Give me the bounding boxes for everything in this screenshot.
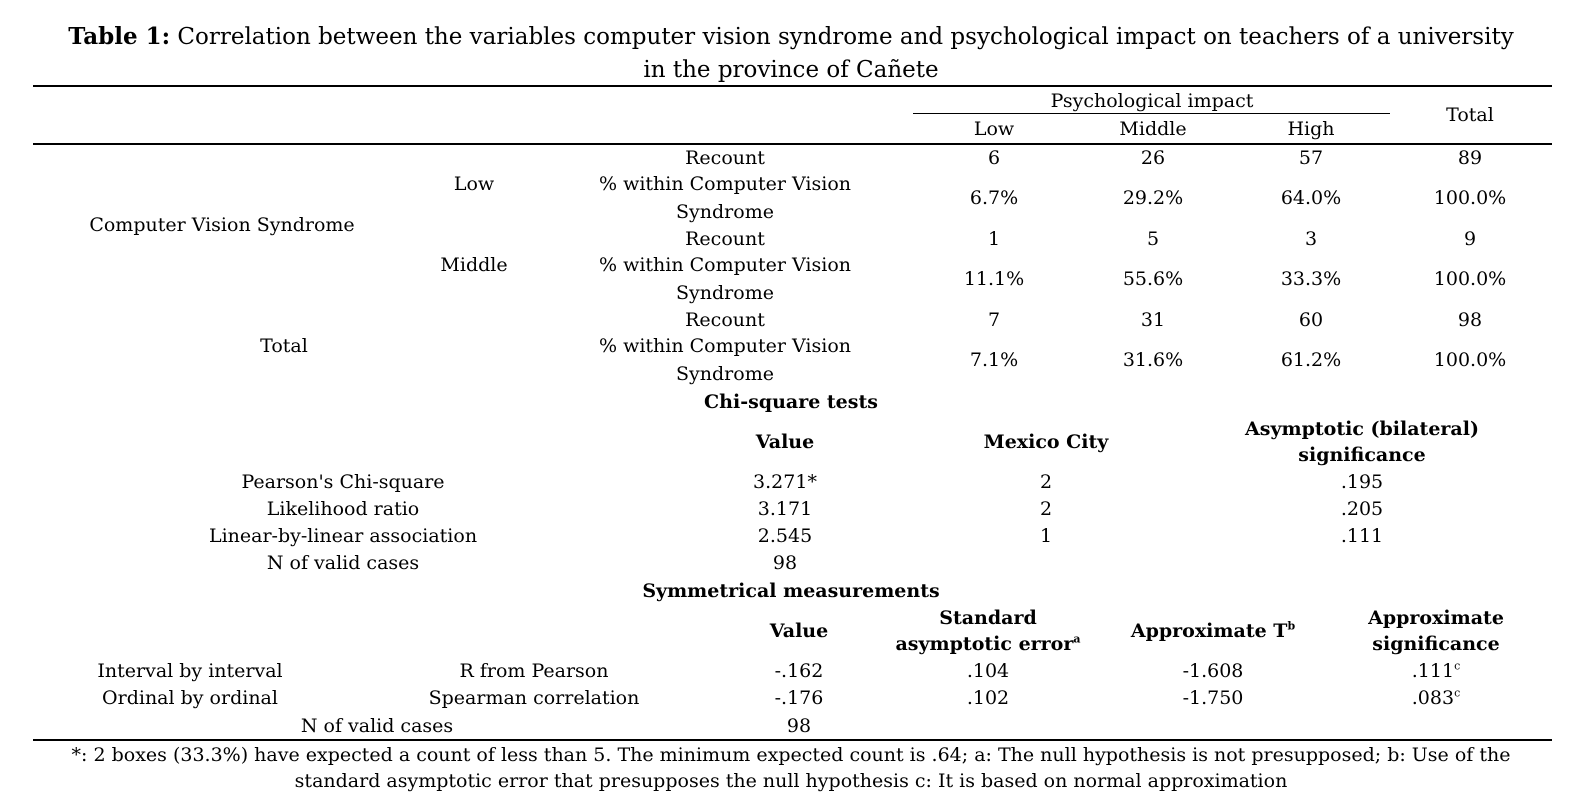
- chi-col-value: Value: [755, 431, 815, 453]
- chi-col-sig-line1: Asymptotic (bilateral): [1245, 418, 1479, 440]
- footnote-line2: standard asymptotic error that presupposes the null hypothesis c: It is based on normal approximation: [294, 770, 1288, 792]
- pct-label-line1: % within Computer Vision: [598, 335, 852, 357]
- chi-value-cell: 3.171: [757, 498, 813, 520]
- header-rule: [33, 143, 1552, 145]
- percent-cell: 11.1%: [963, 268, 1025, 290]
- percent-cell: 31.6%: [1122, 349, 1184, 371]
- chi-df-cell: 2: [1039, 498, 1053, 520]
- percent-cell: 100.0%: [1433, 349, 1507, 371]
- sym-col-t-sup: b: [1287, 619, 1296, 633]
- percent-cell: 100.0%: [1433, 187, 1507, 209]
- bottom-rule: [33, 739, 1552, 741]
- percent-cell: 100.0%: [1433, 268, 1507, 290]
- chi-sig-cell: .195: [1340, 471, 1384, 493]
- group-rule: [913, 113, 1390, 114]
- col-header-high: High: [1287, 118, 1335, 140]
- chi-value-cell: 2.545: [757, 525, 813, 547]
- crosstab-row-label: Total: [260, 335, 308, 357]
- chi-row-label: Likelihood ratio: [266, 498, 420, 520]
- table-title: [68, 23, 1513, 51]
- percent-cell: 64.0%: [1280, 187, 1342, 209]
- pct-label-line2: Syndrome: [676, 363, 774, 385]
- crosstab-row-label: Middle: [440, 254, 508, 276]
- table-title-line1: Correlation between the variables computer vision syndrome and psychological impact on teachers of a university: [177, 24, 1514, 50]
- count-cell: 98: [1457, 309, 1483, 331]
- count-cell: 60: [1298, 309, 1324, 331]
- sym-n-value: 98: [786, 715, 812, 737]
- percent-cell: 29.2%: [1122, 187, 1184, 209]
- col-header-low: Low: [973, 118, 1015, 140]
- col-header-total: Total: [1446, 104, 1494, 126]
- count-cell: 26: [1140, 147, 1166, 169]
- row-variable-label: Computer Vision Syndrome: [89, 214, 355, 236]
- sym-sig-cell: .083: [1411, 687, 1455, 709]
- sym-sig-sup: c: [1454, 686, 1461, 700]
- sym-row-group: Interval by interval: [97, 660, 283, 682]
- sym-t-cell: -1.750: [1182, 687, 1244, 709]
- chi-value-cell: 3.271*: [753, 471, 817, 493]
- percent-cell: 7.1%: [969, 349, 1019, 371]
- sym-se-cell: .104: [966, 660, 1010, 682]
- sym-col-sig-line2: significance: [1372, 633, 1500, 655]
- chi-square-heading: Chi-square tests: [704, 391, 878, 413]
- chi-df-cell: 1: [1039, 525, 1053, 547]
- chi-value-cell: 98: [772, 552, 798, 574]
- sym-se-cell: .102: [966, 687, 1010, 709]
- sym-value-cell: -.176: [774, 687, 824, 709]
- pct-label-line1: % within Computer Vision: [598, 254, 852, 276]
- pct-label-line1: % within Computer Vision: [598, 173, 852, 195]
- sym-n-label: N of valid cases: [300, 715, 454, 737]
- chi-sig-cell: .111: [1340, 525, 1384, 547]
- percent-cell: 55.6%: [1122, 268, 1184, 290]
- table-label: Table 1:: [68, 23, 171, 50]
- recount-label: Recount: [685, 228, 765, 250]
- count-cell: 7: [987, 309, 1001, 331]
- count-cell: 57: [1298, 147, 1324, 169]
- chi-row-label: Linear-by-linear association: [208, 525, 478, 547]
- recount-label: Recount: [685, 147, 765, 169]
- sym-col-sig-line1: Approximate: [1368, 607, 1504, 629]
- sym-t-cell: -1.608: [1182, 660, 1244, 682]
- sym-sig-cell: .111: [1411, 660, 1455, 682]
- sym-sig-sup: c: [1454, 659, 1461, 673]
- table-title-line2: in the province of Cañete: [643, 57, 939, 83]
- count-cell: 3: [1304, 228, 1318, 250]
- count-cell: 6: [987, 147, 1001, 169]
- count-cell: 9: [1463, 228, 1477, 250]
- chi-col-sig-line2: significance: [1298, 444, 1426, 466]
- sym-sig-cell-wrap: [1412, 687, 1460, 709]
- sym-row-measure: R from Pearson: [459, 660, 609, 682]
- percent-cell: 33.3%: [1280, 268, 1342, 290]
- chi-df-cell: 2: [1039, 471, 1053, 493]
- count-cell: 5: [1146, 228, 1160, 250]
- pct-label-line2: Syndrome: [676, 282, 774, 304]
- count-cell: 1: [987, 228, 1001, 250]
- top-rule: [33, 85, 1552, 87]
- group-header: Psychological impact: [1050, 90, 1254, 112]
- pct-label-line2: Syndrome: [676, 201, 774, 223]
- sym-value-cell: -.162: [774, 660, 824, 682]
- count-cell: 31: [1140, 309, 1166, 331]
- chi-sig-cell: .205: [1340, 498, 1384, 520]
- symmetric-heading: Symmetrical measurements: [642, 580, 940, 602]
- percent-cell: 6.7%: [969, 187, 1019, 209]
- sym-col-value: Value: [769, 620, 829, 642]
- sym-col-se-sup: a: [1073, 632, 1081, 646]
- sym-col-t: Approximate T: [1130, 620, 1288, 642]
- sym-row-group: Ordinal by ordinal: [102, 687, 278, 709]
- recount-label: Recount: [685, 309, 765, 331]
- sym-col-se-line1: Standard: [939, 607, 1037, 629]
- crosstab-row-label: Low: [453, 173, 495, 195]
- footnote-line1: *: 2 boxes (33.3%) have expected a count of less than 5. The minimum expected count is .64; a: The null hypothesis is not presupposed; b: Use of the: [71, 744, 1511, 766]
- sym-col-se-line2-wrap: [896, 633, 1081, 655]
- chi-row-label: Pearson's Chi-square: [241, 471, 445, 493]
- sym-col-se-line2: asymptotic error: [895, 633, 1074, 655]
- chi-col-df: Mexico City: [983, 431, 1109, 453]
- chi-row-label: N of valid cases: [266, 552, 420, 574]
- sym-sig-cell-wrap: [1412, 660, 1460, 682]
- count-cell: 89: [1457, 147, 1483, 169]
- col-header-middle: Middle: [1119, 118, 1187, 140]
- sym-row-measure: Spearman correlation: [428, 687, 640, 709]
- sym-col-t-wrap: [1131, 620, 1295, 642]
- percent-cell: 61.2%: [1280, 349, 1342, 371]
